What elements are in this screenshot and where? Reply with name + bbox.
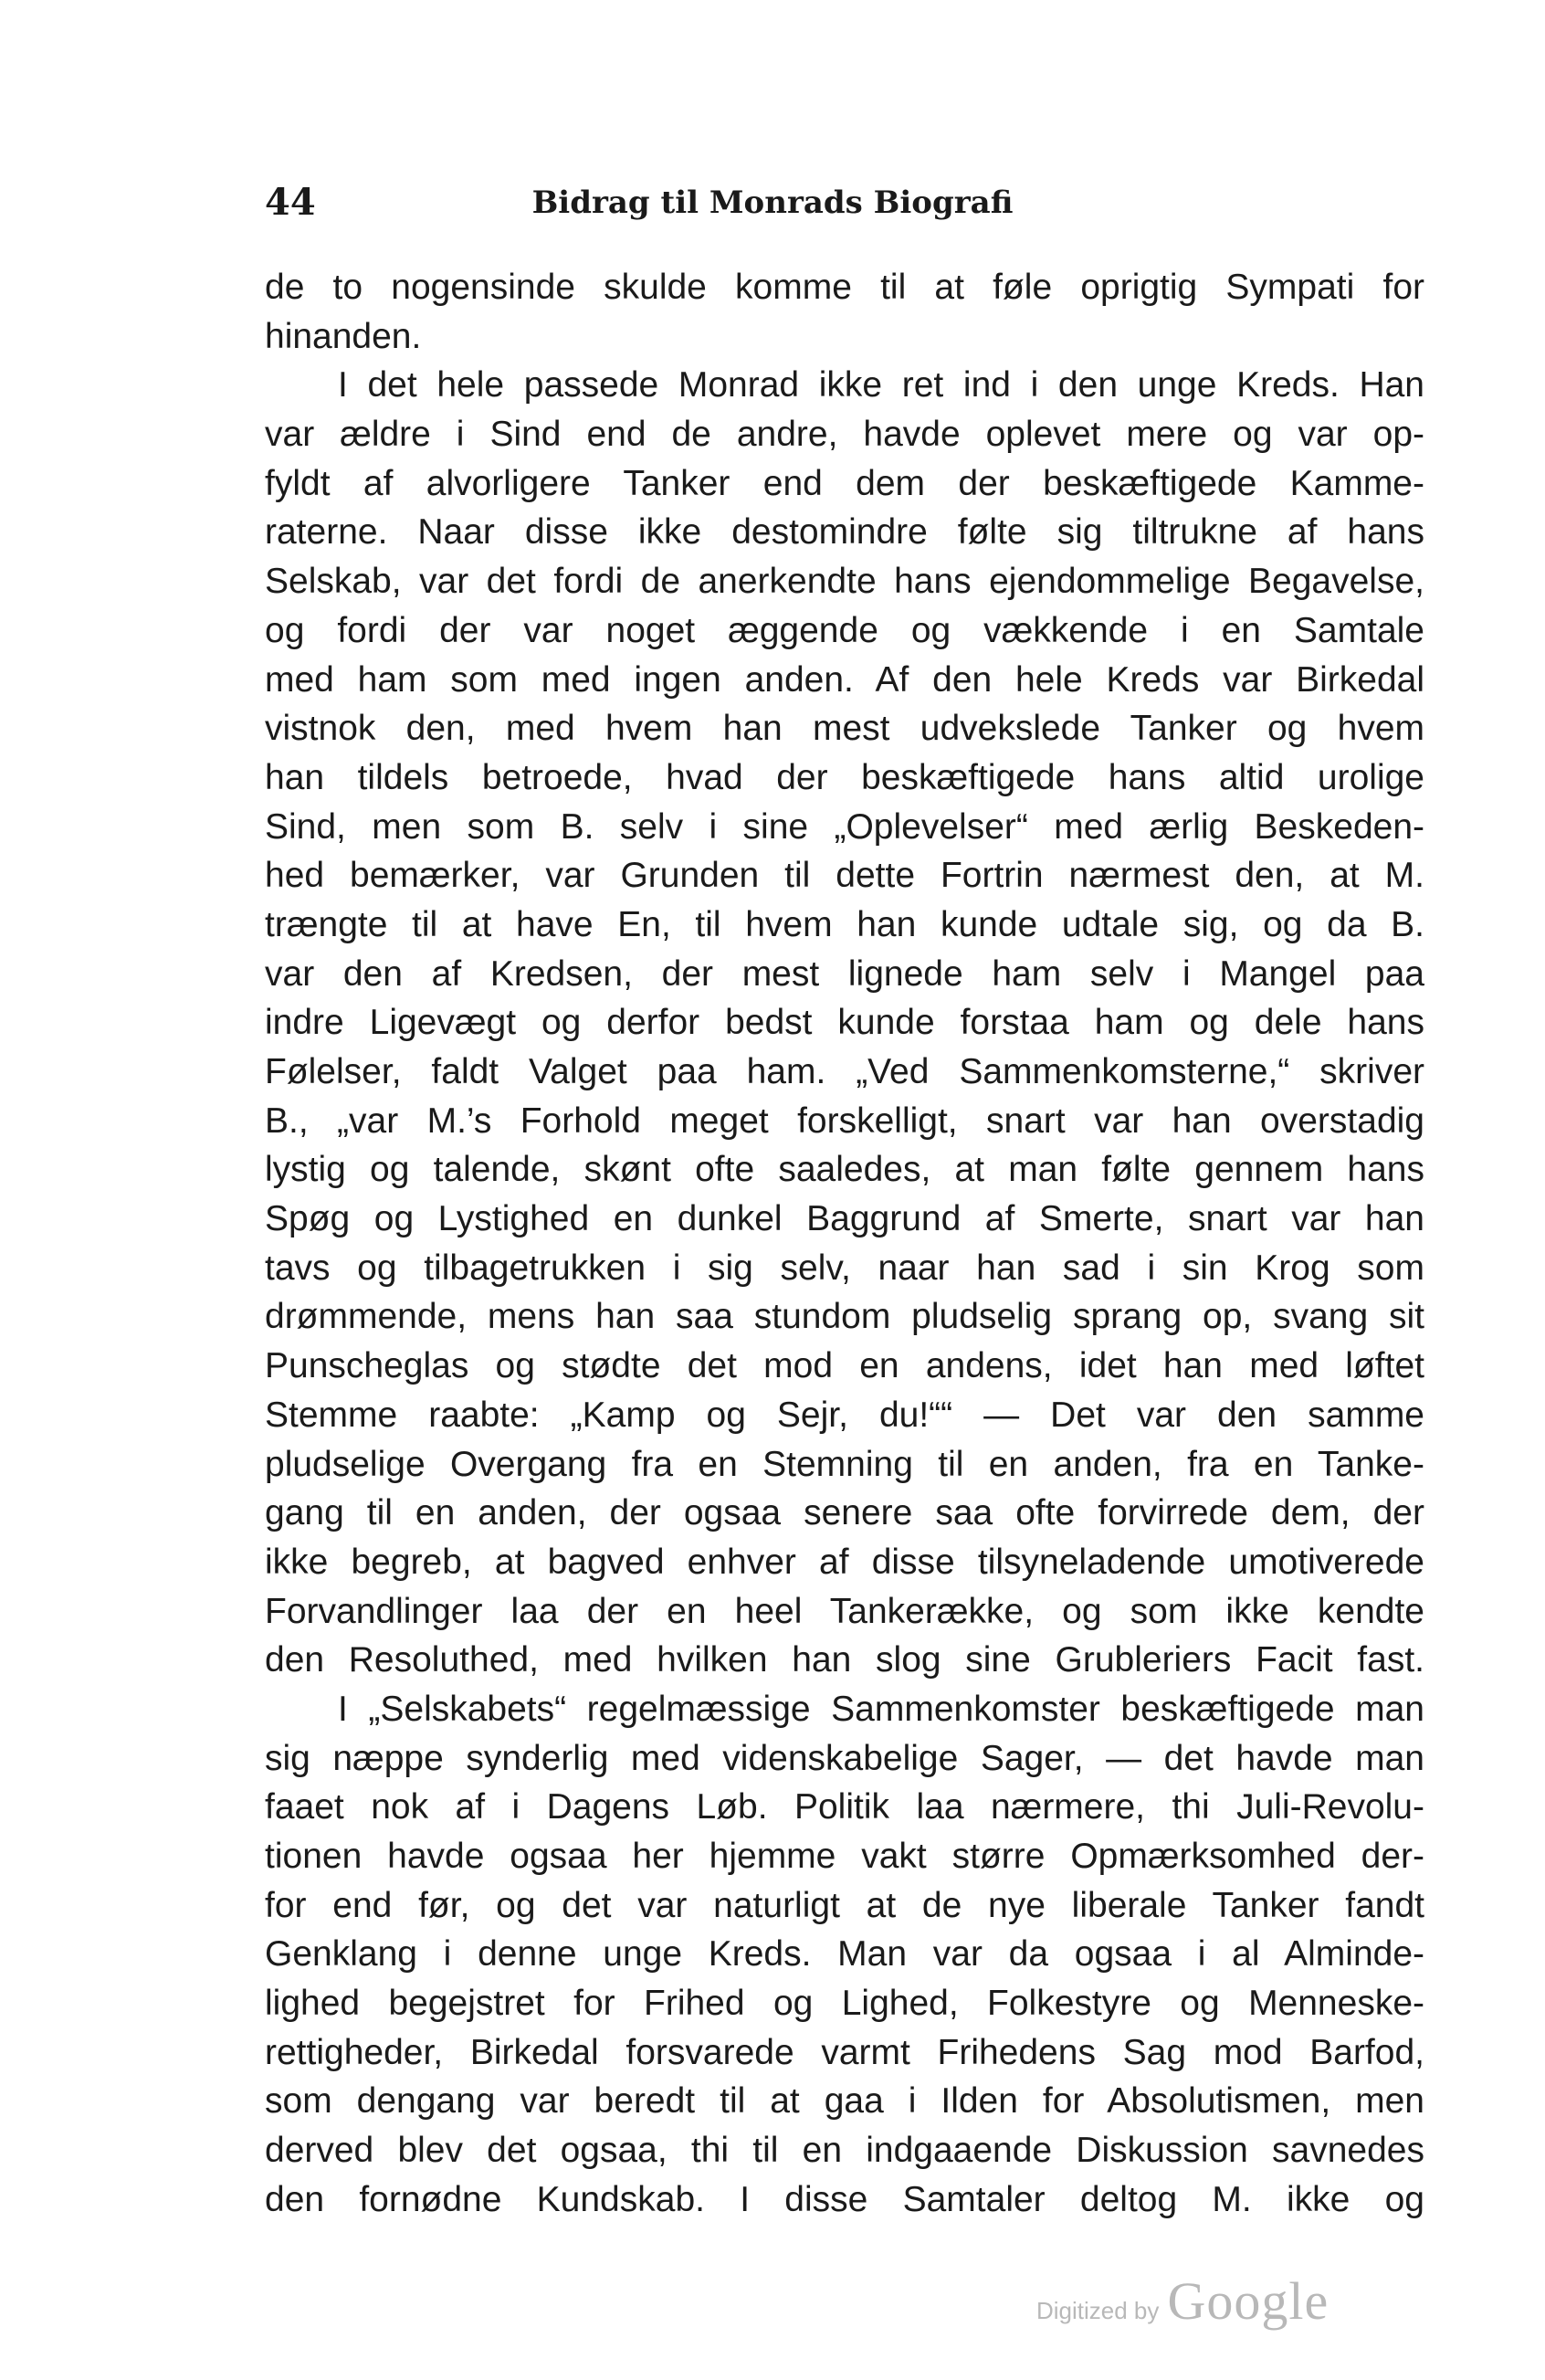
text-line: rettigheder, Birkedal forsvarede varmt Frihedens Sag mod Barfod, xyxy=(265,2032,1424,2072)
text-line: Spøg og Lystighed en dunkel Baggrund af Smerte, snart var han xyxy=(265,1199,1424,1239)
text-line: I det hele passede Monrad ikke ret ind i den unge Kreds. Han xyxy=(338,365,1424,405)
text-line: ikke begreb, at bagved enhver af disse tilsyneladende umotiverede xyxy=(265,1542,1424,1582)
text-line: raterne. Naar disse ikke destomindre følte sig tiltrukne af hans xyxy=(265,512,1424,553)
text-line: Forvandlinger laa der en heel Tankerække, og som ikke kendte xyxy=(265,1591,1424,1631)
text-line: var ældre i Sind end de andre, havde oplevet mere og var op- xyxy=(265,415,1424,455)
text-line: hed bemærker, var Grunden til dette Fortrin nærmest den, at M. xyxy=(265,856,1424,896)
text-line: og fordi der var noget æggende og vækkende i en Samtale xyxy=(265,610,1424,650)
text-line: Punscheglas og stødte det mod en andens, idet han med løftet xyxy=(265,1346,1424,1386)
text-line: tavs og tilbagetrukken i sig selv, naar han sad i sin Krog som xyxy=(265,1248,1424,1288)
text-line: indre Ligevægt og derfor bedst kunde forstaa ham og dele hans xyxy=(265,1003,1424,1043)
text-line: drømmende, mens han saa stundom pludselig sprang op, svang sit xyxy=(265,1297,1424,1337)
text-line: den fornødne Kundskab. I disse Samtaler deltog M. ikke og xyxy=(265,2179,1424,2219)
text-line: han tildels betroede, hvad der beskæftigede hans altid urolige xyxy=(265,757,1424,797)
text-line: for end før, og det var naturligt at de nye liberale Tanker fandt xyxy=(265,1885,1424,1925)
running-title: Bidrag til Monrads Biografi xyxy=(531,184,1014,221)
text-line: I „Selskabets“ regelmæssige Sammenkomster beskæftigede man xyxy=(338,1689,1424,1729)
text-line: Selskab, var det fordi de anerkendte hans ejendommelige Begavelse, xyxy=(265,562,1424,602)
text-line: den Resoluthed, med hvilken han slog sine Grubleriers Facit fast. xyxy=(265,1640,1424,1680)
text-line: Følelser, faldt Valget paa ham. „Ved Sammenkomsterne,“ skriver xyxy=(265,1052,1424,1091)
text-line: Genklang i denne unge Kreds. Man var da ogsaa i al Alminde- xyxy=(265,1934,1424,1975)
text-line: pludselige Overgang fra en Stemning til en anden, fra en Tanke- xyxy=(265,1444,1424,1484)
digitized-watermark xyxy=(1036,2270,1329,2332)
text-line: var den af Kredsen, der mest lignede ham selv i Mangel paa xyxy=(265,953,1424,994)
text-line: derved blev det ogsaa, thi til en indgaaende Diskussion savnedes xyxy=(265,2131,1424,2171)
page-number: 44 xyxy=(265,181,316,224)
text-line: som dengang var beredt til at gaa i Ilden for Absolutismen, men xyxy=(265,2081,1424,2122)
body-text xyxy=(265,263,1424,2225)
text-line: fyldt af alvorligere Tanker end dem der beskæftigede Kamme- xyxy=(265,463,1424,503)
text-line: med ham som med ingen anden. Af den hele Kreds var Birkedal xyxy=(265,659,1424,700)
text-line: de to nogensinde skulde komme til at føle oprigtig Sympati for xyxy=(265,268,1424,307)
text-line: Sind, men som B. selv i sine „Oplevelser“ med ærlig Beskeden- xyxy=(265,806,1424,847)
text-line: B., „var M.’s Forhold meget forskelligt, snart var han overstadig xyxy=(265,1100,1424,1141)
text-line: trængte til at have En, til hvem han kunde udtale sig, og da B. xyxy=(265,904,1424,944)
text-line: gang til en anden, der ogsaa senere saa ofte forvirrede dem, der xyxy=(265,1493,1424,1533)
text-line: vistnok den, med hvem han mest udvekslede Tanker og hvem xyxy=(265,709,1424,749)
text-line: Stemme raabte: „Kamp og Sejr, du!““ — Det var den samme xyxy=(265,1395,1424,1435)
text-line: hinanden. xyxy=(265,316,422,356)
digitized-label: Digitized by xyxy=(1036,2297,1160,2324)
text-line: tionen havde ogsaa her hjemme vakt større Opmærksomhed der- xyxy=(265,1837,1424,1876)
text-line: faaet nok af i Dagens Løb. Politik laa nærmere, thi Juli-Revolu- xyxy=(265,1787,1424,1827)
text-line: lighed begejstret for Frihed og Lighed, Folkestyre og Menneske- xyxy=(265,1984,1424,2024)
text-line: sig næppe synderlig med videnskabelige Sager, — det havde man xyxy=(265,1738,1424,1778)
google-logo: Google xyxy=(1167,2271,1330,2331)
text-line: lystig og talende, skønt ofte saaledes, at man følte gennem hans xyxy=(265,1150,1424,1190)
